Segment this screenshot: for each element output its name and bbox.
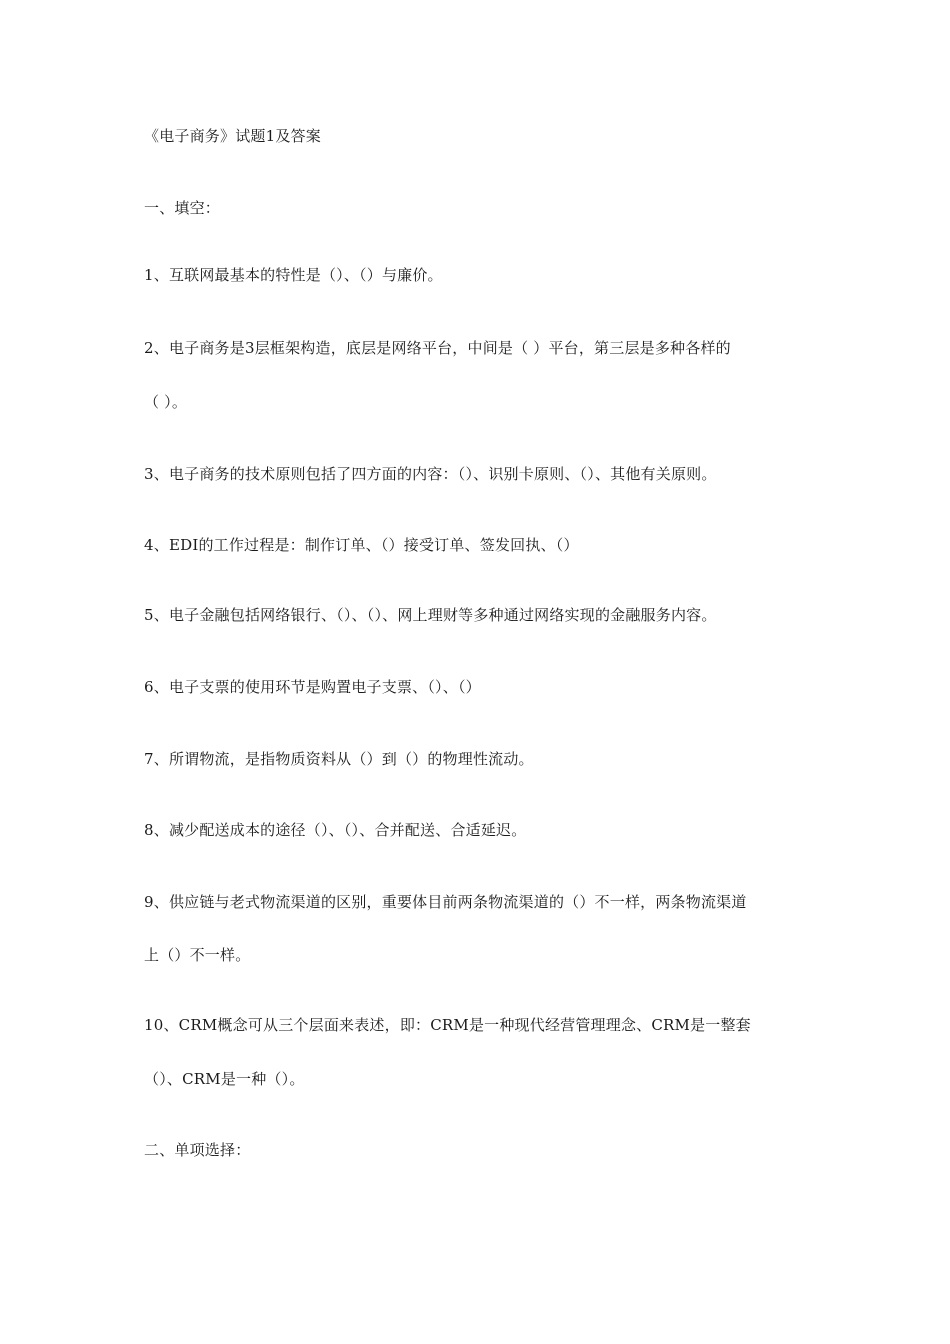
question-6: 6、电子支票的使用环节是购置电子支票、（）、（） xyxy=(144,678,481,696)
question-1: 1、互联网最基本的特性是（）、（）与廉价。 xyxy=(144,266,443,284)
question-3: 3、电子商务的技术原则包括了四方面的内容：（）、识别卡原则、（）、其他有关原则。 xyxy=(144,465,717,483)
question-5: 5、电子金融包括网络银行、（）、（）、网上理财等多种通过网络实现的金融服务内容。 xyxy=(144,606,717,624)
question-2-line-2: （ ）。 xyxy=(144,393,188,411)
question-7: 7、所谓物流，是指物质资料从（）到（）的物理性流动。 xyxy=(144,750,534,768)
section-heading-single-choice: 二、单项选择： xyxy=(144,1141,251,1159)
question-10-line-2: （）、CRM是一种（）。 xyxy=(144,1070,305,1088)
question-9-line-2: 上（）不一样。 xyxy=(144,946,251,964)
question-10-line-1: 10、CRM概念可从三个层面来表述，即：CRM是一种现代经营管理理念、CRM是一整套 xyxy=(144,1016,751,1034)
question-2-line-1: 2、电子商务是3层框架构造，底层是网络平台，中间是（ ）平台，第三层是多种各样的 xyxy=(144,339,731,357)
question-8: 8、减少配送成本的途径（）、（）、合并配送、合适延迟。 xyxy=(144,821,527,839)
question-4: 4、EDI的工作过程是：制作订单、（）接受订单、签发回执、（） xyxy=(144,536,579,554)
document-title: 《电子商务》试题1及答案 xyxy=(144,127,321,145)
section-heading-fill-blank: 一、填空： xyxy=(144,199,221,217)
question-9-line-1: 9、供应链与老式物流渠道的区别，重要体目前两条物流渠道的（）不一样，两条物流渠道 xyxy=(144,893,747,911)
